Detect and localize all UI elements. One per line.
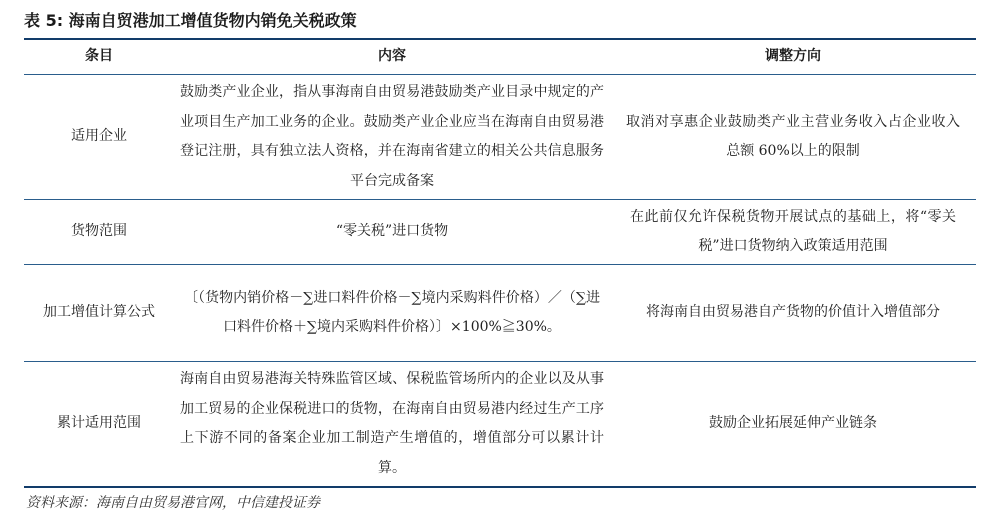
row-item-label: 累计适用范围 [57, 415, 141, 432]
row-content: 〔（货物内销价格－∑进口料件价格－∑境内采购料件价格）／（∑进口料件价格＋∑境内采购料件价格）〕×100%≧30%。 [184, 289, 600, 335]
row-item-label: 加工增值计算公式 [43, 304, 155, 321]
row-item-label: 货物范围 [71, 223, 127, 240]
row-item-label: 适用企业 [71, 128, 127, 145]
bottom-rule [24, 486, 976, 488]
row-direction: 取消对享惠企业鼓励类产业主营业务收入占企业收入总额 60%以上的限制 [626, 113, 960, 159]
header-direction: 调整方向 [765, 48, 821, 65]
table-title: 表 5: 海南自贸港加工增值货物内销免关税政策 [24, 11, 357, 30]
source-note: 资料来源：海南自由贸易港官网，中信建投证券 [26, 495, 320, 511]
row-direction: 在此前仅允许保税货物开展试点的基础上，将“零关税”进口货物纳入政策适用范围 [630, 208, 956, 254]
row-content: 海南自由贸易港海关特殊监管区域、保税监管场所内的企业以及从事加工贸易的企业保税进口的货物，在海南自由贸易港内经过生产工序上下游不同的备案企业加工制造产生增值的，增值部分可以累计计算。 [180, 371, 604, 476]
header-item: 条目 [85, 48, 113, 65]
header-content: 内容 [378, 48, 406, 65]
row-content: “零关税”进口货物 [335, 223, 449, 240]
row-direction: 将海南自由贸易港自产货物的价值计入增值部分 [646, 304, 940, 321]
row-content: 鼓励类产业企业，指从事海南自由贸易港鼓励类产业目录中规定的产业项目生产加工业务的企业。鼓励类产业企业应当在海南自由贸易港登记注册，具有独立法人资格，并在海南省建立的相关公共信息服务平台完成备案 [180, 84, 604, 189]
row-direction: 鼓励企业拓展延伸产业链条 [709, 415, 877, 432]
